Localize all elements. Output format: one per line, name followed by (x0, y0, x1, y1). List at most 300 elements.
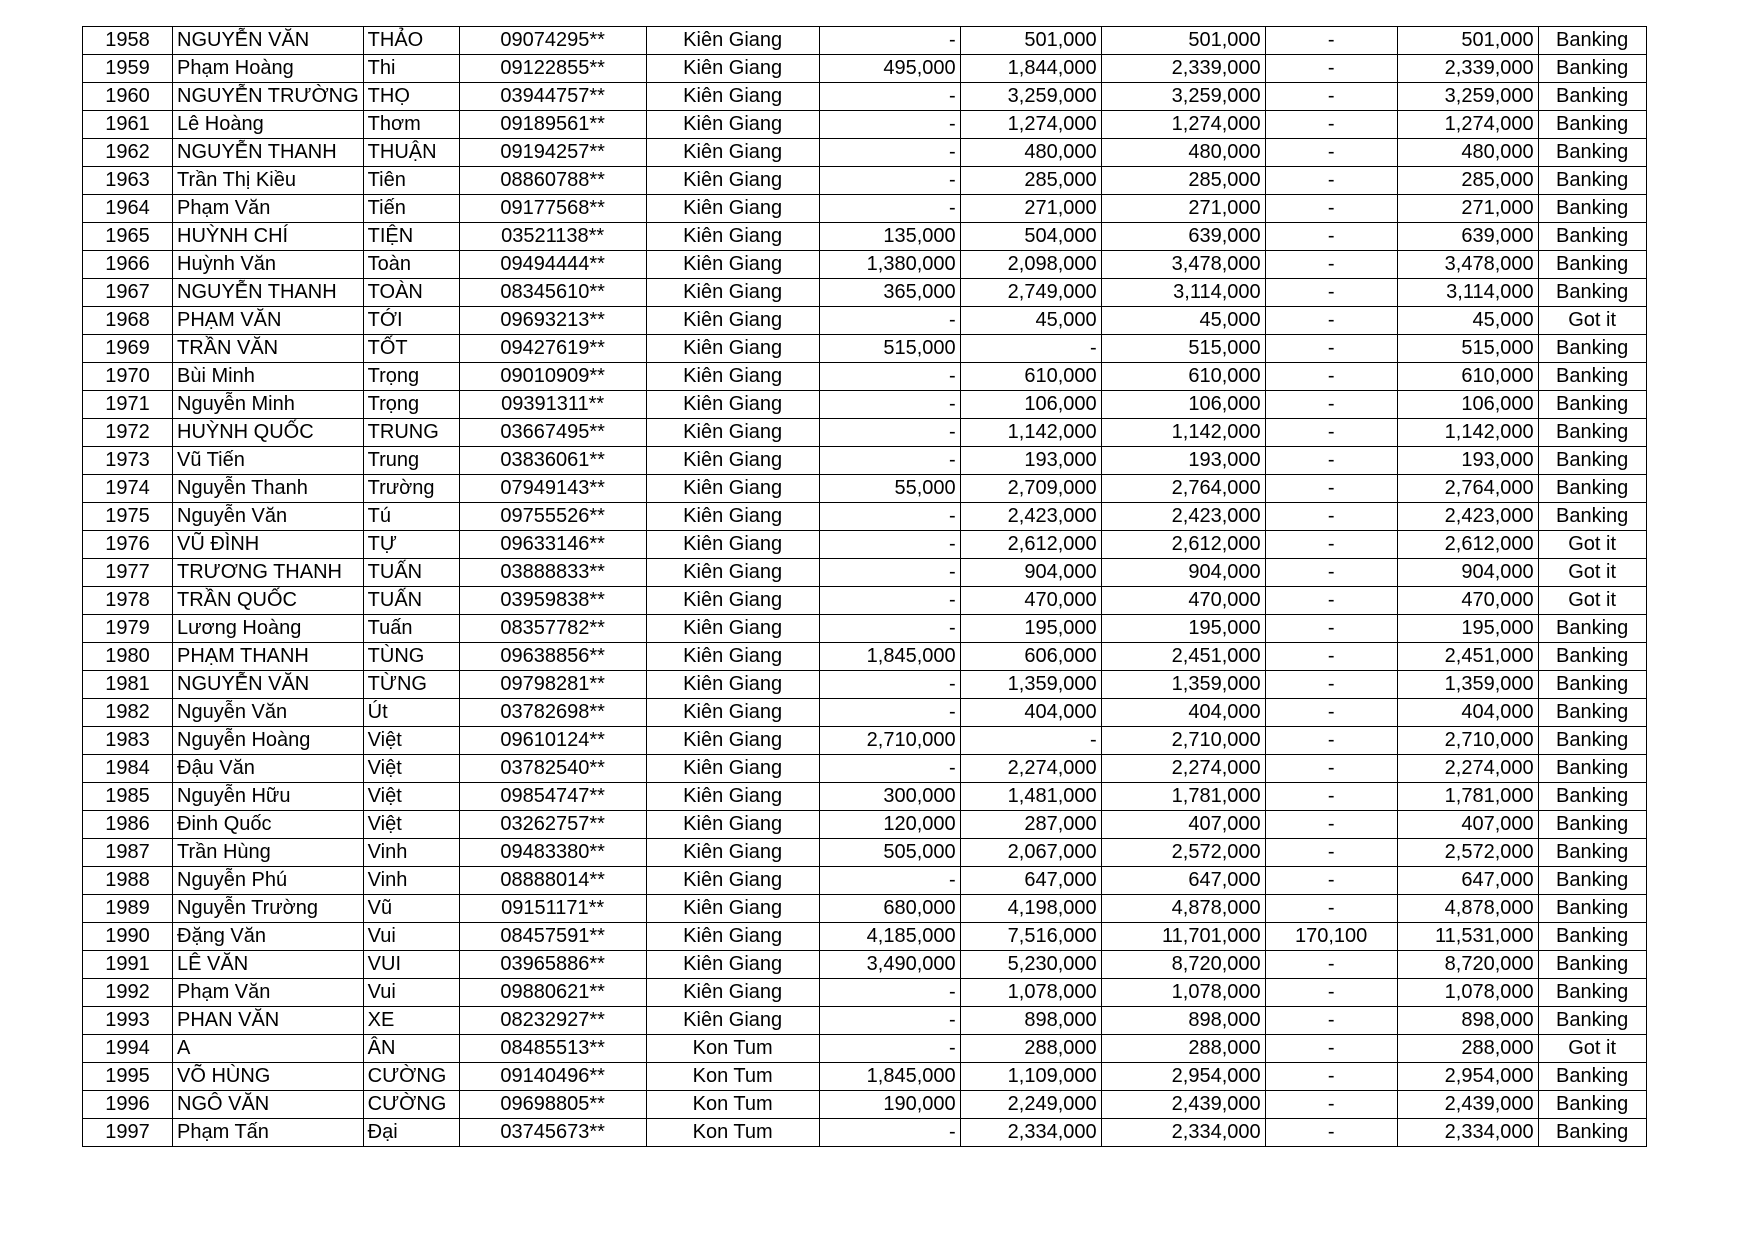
row-number-cell: 1972 (83, 419, 173, 447)
net-amount-cell: 470,000 (1397, 587, 1538, 615)
table-row (83, 895, 1647, 923)
total-cell: 1,078,000 (1101, 979, 1265, 1007)
province-cell: Kon Tum (646, 1063, 819, 1091)
phone-cell: 08357782** (459, 615, 646, 643)
payment-method-cell: Banking (1538, 755, 1646, 783)
total-cell: 647,000 (1101, 867, 1265, 895)
tax-cell: - (1265, 27, 1397, 55)
phone-cell: 03944757** (459, 83, 646, 111)
total-cell: 404,000 (1101, 699, 1265, 727)
tax-cell: - (1265, 1063, 1397, 1091)
last-name-cell: Trần Hùng (173, 839, 364, 867)
phone-cell: 09194257** (459, 139, 646, 167)
first-name-cell: TUẤN (363, 559, 459, 587)
first-name-cell: Đại (363, 1119, 459, 1147)
table-row (83, 1119, 1647, 1147)
tax-cell: - (1265, 307, 1397, 335)
tax-cell: - (1265, 167, 1397, 195)
amount-a-cell: - (819, 699, 960, 727)
net-amount-cell: 610,000 (1397, 363, 1538, 391)
payment-method-cell: Banking (1538, 223, 1646, 251)
net-amount-cell: 407,000 (1397, 811, 1538, 839)
last-name-cell: PHAN VĂN (173, 1007, 364, 1035)
net-amount-cell: 404,000 (1397, 699, 1538, 727)
province-cell: Kiên Giang (646, 671, 819, 699)
net-amount-cell: 2,572,000 (1397, 839, 1538, 867)
amount-a-cell: - (819, 1035, 960, 1063)
phone-cell: 08345610** (459, 279, 646, 307)
phone-cell: 09151171** (459, 895, 646, 923)
net-amount-cell: 647,000 (1397, 867, 1538, 895)
table-row (83, 643, 1647, 671)
net-amount-cell: 904,000 (1397, 559, 1538, 587)
first-name-cell: Việt (363, 811, 459, 839)
row-number-cell: 1971 (83, 391, 173, 419)
amount-b-cell: 1,359,000 (960, 671, 1101, 699)
phone-cell: 08485513** (459, 1035, 646, 1063)
net-amount-cell: 1,359,000 (1397, 671, 1538, 699)
tax-cell: - (1265, 979, 1397, 1007)
phone-cell: 09010909** (459, 363, 646, 391)
amount-b-cell: 2,274,000 (960, 755, 1101, 783)
amount-b-cell: 1,481,000 (960, 783, 1101, 811)
table-row (83, 139, 1647, 167)
province-cell: Kiên Giang (646, 83, 819, 111)
total-cell: 2,334,000 (1101, 1119, 1265, 1147)
table-row (83, 867, 1647, 895)
table-body (83, 27, 1647, 1147)
phone-cell: 03745673** (459, 1119, 646, 1147)
table-row (83, 335, 1647, 363)
payment-method-cell: Banking (1538, 1119, 1646, 1147)
province-cell: Kiên Giang (646, 895, 819, 923)
phone-cell: 09074295** (459, 27, 646, 55)
phone-cell: 03888833** (459, 559, 646, 587)
tax-cell: - (1265, 419, 1397, 447)
amount-b-cell: 7,516,000 (960, 923, 1101, 951)
net-amount-cell: 2,954,000 (1397, 1063, 1538, 1091)
table-row (83, 195, 1647, 223)
row-number-cell: 1961 (83, 111, 173, 139)
payment-method-cell: Banking (1538, 27, 1646, 55)
province-cell: Kiên Giang (646, 55, 819, 83)
last-name-cell: NGÔ VĂN (173, 1091, 364, 1119)
last-name-cell: NGUYỄN VĂN (173, 671, 364, 699)
last-name-cell: Nguyễn Minh (173, 391, 364, 419)
net-amount-cell: 2,439,000 (1397, 1091, 1538, 1119)
amount-a-cell: - (819, 195, 960, 223)
net-amount-cell: 1,142,000 (1397, 419, 1538, 447)
payment-method-cell: Banking (1538, 391, 1646, 419)
amount-a-cell: 135,000 (819, 223, 960, 251)
amount-a-cell: - (819, 671, 960, 699)
amount-a-cell: - (819, 867, 960, 895)
last-name-cell: Đinh Quốc (173, 811, 364, 839)
net-amount-cell: 1,781,000 (1397, 783, 1538, 811)
total-cell: 2,439,000 (1101, 1091, 1265, 1119)
province-cell: Kiên Giang (646, 279, 819, 307)
table-row (83, 1091, 1647, 1119)
total-cell: 271,000 (1101, 195, 1265, 223)
payment-method-cell: Banking (1538, 811, 1646, 839)
payment-method-cell: Got it (1538, 587, 1646, 615)
amount-b-cell: 2,334,000 (960, 1119, 1101, 1147)
row-number-cell: 1995 (83, 1063, 173, 1091)
tax-cell: - (1265, 531, 1397, 559)
total-cell: 195,000 (1101, 615, 1265, 643)
phone-cell: 09189561** (459, 111, 646, 139)
amount-b-cell: 288,000 (960, 1035, 1101, 1063)
payment-method-cell: Banking (1538, 643, 1646, 671)
tax-cell: - (1265, 475, 1397, 503)
phone-cell: 08457591** (459, 923, 646, 951)
row-number-cell: 1974 (83, 475, 173, 503)
payment-method-cell: Banking (1538, 419, 1646, 447)
total-cell: 1,274,000 (1101, 111, 1265, 139)
first-name-cell: TRUNG (363, 419, 459, 447)
amount-b-cell: 271,000 (960, 195, 1101, 223)
amount-a-cell: - (819, 139, 960, 167)
payment-method-cell: Banking (1538, 55, 1646, 83)
province-cell: Kiên Giang (646, 27, 819, 55)
total-cell: 288,000 (1101, 1035, 1265, 1063)
row-number-cell: 1982 (83, 699, 173, 727)
table-row (83, 615, 1647, 643)
total-cell: 2,954,000 (1101, 1063, 1265, 1091)
province-cell: Kiên Giang (646, 587, 819, 615)
province-cell: Kiên Giang (646, 979, 819, 1007)
amount-a-cell: - (819, 559, 960, 587)
row-number-cell: 1980 (83, 643, 173, 671)
row-number-cell: 1991 (83, 951, 173, 979)
amount-b-cell: 610,000 (960, 363, 1101, 391)
payment-method-cell: Banking (1538, 727, 1646, 755)
amount-a-cell: 495,000 (819, 55, 960, 83)
amount-a-cell: 680,000 (819, 895, 960, 923)
province-cell: Kon Tum (646, 1091, 819, 1119)
amount-a-cell: - (819, 447, 960, 475)
province-cell: Kon Tum (646, 1119, 819, 1147)
total-cell: 515,000 (1101, 335, 1265, 363)
net-amount-cell: 2,612,000 (1397, 531, 1538, 559)
row-number-cell: 1969 (83, 335, 173, 363)
phone-cell: 09698805** (459, 1091, 646, 1119)
payment-method-cell: Got it (1538, 559, 1646, 587)
table-row (83, 1035, 1647, 1063)
amount-b-cell: 285,000 (960, 167, 1101, 195)
total-cell: 1,781,000 (1101, 783, 1265, 811)
total-cell: 1,359,000 (1101, 671, 1265, 699)
tax-cell: - (1265, 783, 1397, 811)
amount-a-cell: 55,000 (819, 475, 960, 503)
phone-cell: 03262757** (459, 811, 646, 839)
total-cell: 898,000 (1101, 1007, 1265, 1035)
payment-method-cell: Got it (1538, 1035, 1646, 1063)
total-cell: 2,612,000 (1101, 531, 1265, 559)
row-number-cell: 1981 (83, 671, 173, 699)
payment-method-cell: Banking (1538, 363, 1646, 391)
first-name-cell: TỚI (363, 307, 459, 335)
payment-method-cell: Banking (1538, 671, 1646, 699)
first-name-cell: TỐT (363, 335, 459, 363)
phone-cell: 09854747** (459, 783, 646, 811)
phone-cell: 09798281** (459, 671, 646, 699)
tax-cell: - (1265, 139, 1397, 167)
amount-a-cell: 190,000 (819, 1091, 960, 1119)
last-name-cell: Phạm Hoàng (173, 55, 364, 83)
total-cell: 480,000 (1101, 139, 1265, 167)
amount-a-cell: 3,490,000 (819, 951, 960, 979)
tax-cell: - (1265, 587, 1397, 615)
total-cell: 45,000 (1101, 307, 1265, 335)
first-name-cell: THỌ (363, 83, 459, 111)
amount-b-cell: 4,198,000 (960, 895, 1101, 923)
tax-cell: - (1265, 251, 1397, 279)
phone-cell: 03959838** (459, 587, 646, 615)
amount-a-cell: - (819, 531, 960, 559)
first-name-cell: Trung (363, 447, 459, 475)
payment-method-cell: Banking (1538, 83, 1646, 111)
table-row (83, 811, 1647, 839)
amount-b-cell: 480,000 (960, 139, 1101, 167)
payment-method-cell: Banking (1538, 503, 1646, 531)
payment-method-cell: Got it (1538, 531, 1646, 559)
amount-a-cell: - (819, 363, 960, 391)
tax-cell: - (1265, 1007, 1397, 1035)
last-name-cell: LÊ VĂN (173, 951, 364, 979)
amount-b-cell: 404,000 (960, 699, 1101, 727)
province-cell: Kiên Giang (646, 1007, 819, 1035)
table-row (83, 279, 1647, 307)
amount-b-cell: - (960, 335, 1101, 363)
province-cell: Kiên Giang (646, 867, 819, 895)
payment-method-cell: Banking (1538, 1063, 1646, 1091)
tax-cell: - (1265, 391, 1397, 419)
amount-a-cell: 505,000 (819, 839, 960, 867)
last-name-cell: Bùi Minh (173, 363, 364, 391)
tax-cell: - (1265, 83, 1397, 111)
first-name-cell: Thơm (363, 111, 459, 139)
amount-b-cell: 606,000 (960, 643, 1101, 671)
last-name-cell: Lương Hoàng (173, 615, 364, 643)
phone-cell: 08888014** (459, 867, 646, 895)
amount-b-cell: 2,098,000 (960, 251, 1101, 279)
last-name-cell: Nguyễn Trường (173, 895, 364, 923)
tax-cell: - (1265, 503, 1397, 531)
last-name-cell: Nguyễn Hữu (173, 783, 364, 811)
amount-a-cell: 2,710,000 (819, 727, 960, 755)
net-amount-cell: 2,339,000 (1397, 55, 1538, 83)
last-name-cell: HUỲNH QUỐC (173, 419, 364, 447)
phone-cell: 09880621** (459, 979, 646, 1007)
net-amount-cell: 4,878,000 (1397, 895, 1538, 923)
total-cell: 106,000 (1101, 391, 1265, 419)
province-cell: Kiên Giang (646, 811, 819, 839)
province-cell: Kiên Giang (646, 223, 819, 251)
first-name-cell: Tiến (363, 195, 459, 223)
tax-cell: 170,100 (1265, 923, 1397, 951)
tax-cell: - (1265, 447, 1397, 475)
tax-cell: - (1265, 699, 1397, 727)
first-name-cell: Trọng (363, 363, 459, 391)
amount-a-cell: - (819, 83, 960, 111)
amount-a-cell: - (819, 755, 960, 783)
row-number-cell: 1966 (83, 251, 173, 279)
tax-cell: - (1265, 671, 1397, 699)
tax-cell: - (1265, 279, 1397, 307)
payment-method-cell: Banking (1538, 783, 1646, 811)
first-name-cell: TIỆN (363, 223, 459, 251)
amount-a-cell: - (819, 1007, 960, 1035)
table-row (83, 27, 1647, 55)
total-cell: 2,339,000 (1101, 55, 1265, 83)
table-row (83, 83, 1647, 111)
amount-a-cell: 300,000 (819, 783, 960, 811)
net-amount-cell: 106,000 (1397, 391, 1538, 419)
last-name-cell: NGUYỄN TRƯỜNG (173, 83, 364, 111)
table-row (83, 363, 1647, 391)
province-cell: Kon Tum (646, 1035, 819, 1063)
amount-b-cell: 904,000 (960, 559, 1101, 587)
payment-method-cell: Banking (1538, 475, 1646, 503)
row-number-cell: 1973 (83, 447, 173, 475)
province-cell: Kiên Giang (646, 727, 819, 755)
net-amount-cell: 501,000 (1397, 27, 1538, 55)
total-cell: 904,000 (1101, 559, 1265, 587)
table-row (83, 223, 1647, 251)
last-name-cell: PHẠM VĂN (173, 307, 364, 335)
row-number-cell: 1964 (83, 195, 173, 223)
province-cell: Kiên Giang (646, 447, 819, 475)
tax-cell: - (1265, 839, 1397, 867)
amount-b-cell: 501,000 (960, 27, 1101, 55)
phone-cell: 08860788** (459, 167, 646, 195)
first-name-cell: CƯỜNG (363, 1063, 459, 1091)
first-name-cell: Út (363, 699, 459, 727)
table-row (83, 419, 1647, 447)
tax-cell: - (1265, 755, 1397, 783)
tax-cell: - (1265, 867, 1397, 895)
last-name-cell: TRẦN VĂN (173, 335, 364, 363)
amount-b-cell: 2,612,000 (960, 531, 1101, 559)
province-cell: Kiên Giang (646, 615, 819, 643)
payout-table (82, 26, 1647, 1147)
row-number-cell: 1983 (83, 727, 173, 755)
table-row (83, 55, 1647, 83)
net-amount-cell: 480,000 (1397, 139, 1538, 167)
row-number-cell: 1988 (83, 867, 173, 895)
tax-cell: - (1265, 363, 1397, 391)
payment-method-cell: Banking (1538, 447, 1646, 475)
last-name-cell: Phạm Văn (173, 195, 364, 223)
net-amount-cell: 288,000 (1397, 1035, 1538, 1063)
payment-method-cell: Banking (1538, 615, 1646, 643)
province-cell: Kiên Giang (646, 335, 819, 363)
amount-b-cell: 1,142,000 (960, 419, 1101, 447)
last-name-cell: TRƯƠNG THANH (173, 559, 364, 587)
payment-method-cell: Banking (1538, 979, 1646, 1007)
tax-cell: - (1265, 111, 1397, 139)
amount-a-cell: 1,380,000 (819, 251, 960, 279)
phone-cell: 03782698** (459, 699, 646, 727)
amount-a-cell: 4,185,000 (819, 923, 960, 951)
province-cell: Kiên Giang (646, 167, 819, 195)
last-name-cell: Trần Thị Kiều (173, 167, 364, 195)
tax-cell: - (1265, 1091, 1397, 1119)
phone-cell: 09427619** (459, 335, 646, 363)
last-name-cell: A (173, 1035, 364, 1063)
province-cell: Kiên Giang (646, 139, 819, 167)
net-amount-cell: 195,000 (1397, 615, 1538, 643)
total-cell: 610,000 (1101, 363, 1265, 391)
payment-method-cell: Banking (1538, 167, 1646, 195)
total-cell: 1,142,000 (1101, 419, 1265, 447)
first-name-cell: CƯỜNG (363, 1091, 459, 1119)
first-name-cell: Vui (363, 923, 459, 951)
row-number-cell: 1963 (83, 167, 173, 195)
province-cell: Kiên Giang (646, 755, 819, 783)
amount-a-cell: - (819, 419, 960, 447)
tax-cell: - (1265, 195, 1397, 223)
total-cell: 2,572,000 (1101, 839, 1265, 867)
table-row (83, 447, 1647, 475)
last-name-cell: Lê Hoàng (173, 111, 364, 139)
row-number-cell: 1984 (83, 755, 173, 783)
phone-cell: 09638856** (459, 643, 646, 671)
row-number-cell: 1989 (83, 895, 173, 923)
table-row (83, 1063, 1647, 1091)
total-cell: 8,720,000 (1101, 951, 1265, 979)
row-number-cell: 1967 (83, 279, 173, 307)
amount-b-cell: 45,000 (960, 307, 1101, 335)
net-amount-cell: 1,078,000 (1397, 979, 1538, 1007)
province-cell: Kiên Giang (646, 251, 819, 279)
last-name-cell: HUỲNH CHÍ (173, 223, 364, 251)
net-amount-cell: 3,114,000 (1397, 279, 1538, 307)
province-cell: Kiên Giang (646, 363, 819, 391)
province-cell: Kiên Giang (646, 307, 819, 335)
row-number-cell: 1986 (83, 811, 173, 839)
amount-b-cell: 1,844,000 (960, 55, 1101, 83)
payment-method-cell: Banking (1538, 139, 1646, 167)
payment-method-cell: Banking (1538, 1007, 1646, 1035)
amount-b-cell: 470,000 (960, 587, 1101, 615)
net-amount-cell: 11,531,000 (1397, 923, 1538, 951)
tax-cell: - (1265, 895, 1397, 923)
row-number-cell: 1979 (83, 615, 173, 643)
total-cell: 4,878,000 (1101, 895, 1265, 923)
province-cell: Kiên Giang (646, 419, 819, 447)
tax-cell: - (1265, 951, 1397, 979)
phone-cell: 09122855** (459, 55, 646, 83)
total-cell: 2,710,000 (1101, 727, 1265, 755)
first-name-cell: THẢO (363, 27, 459, 55)
first-name-cell: TÙNG (363, 643, 459, 671)
amount-b-cell: 504,000 (960, 223, 1101, 251)
table-row (83, 167, 1647, 195)
province-cell: Kiên Giang (646, 783, 819, 811)
net-amount-cell: 193,000 (1397, 447, 1538, 475)
total-cell: 193,000 (1101, 447, 1265, 475)
table-row (83, 111, 1647, 139)
phone-cell: 09140496** (459, 1063, 646, 1091)
phone-cell: 03782540** (459, 755, 646, 783)
table-row (83, 951, 1647, 979)
first-name-cell: Tuấn (363, 615, 459, 643)
amount-a-cell: - (819, 587, 960, 615)
payment-method-cell: Banking (1538, 251, 1646, 279)
last-name-cell: NGUYỄN VĂN (173, 27, 364, 55)
